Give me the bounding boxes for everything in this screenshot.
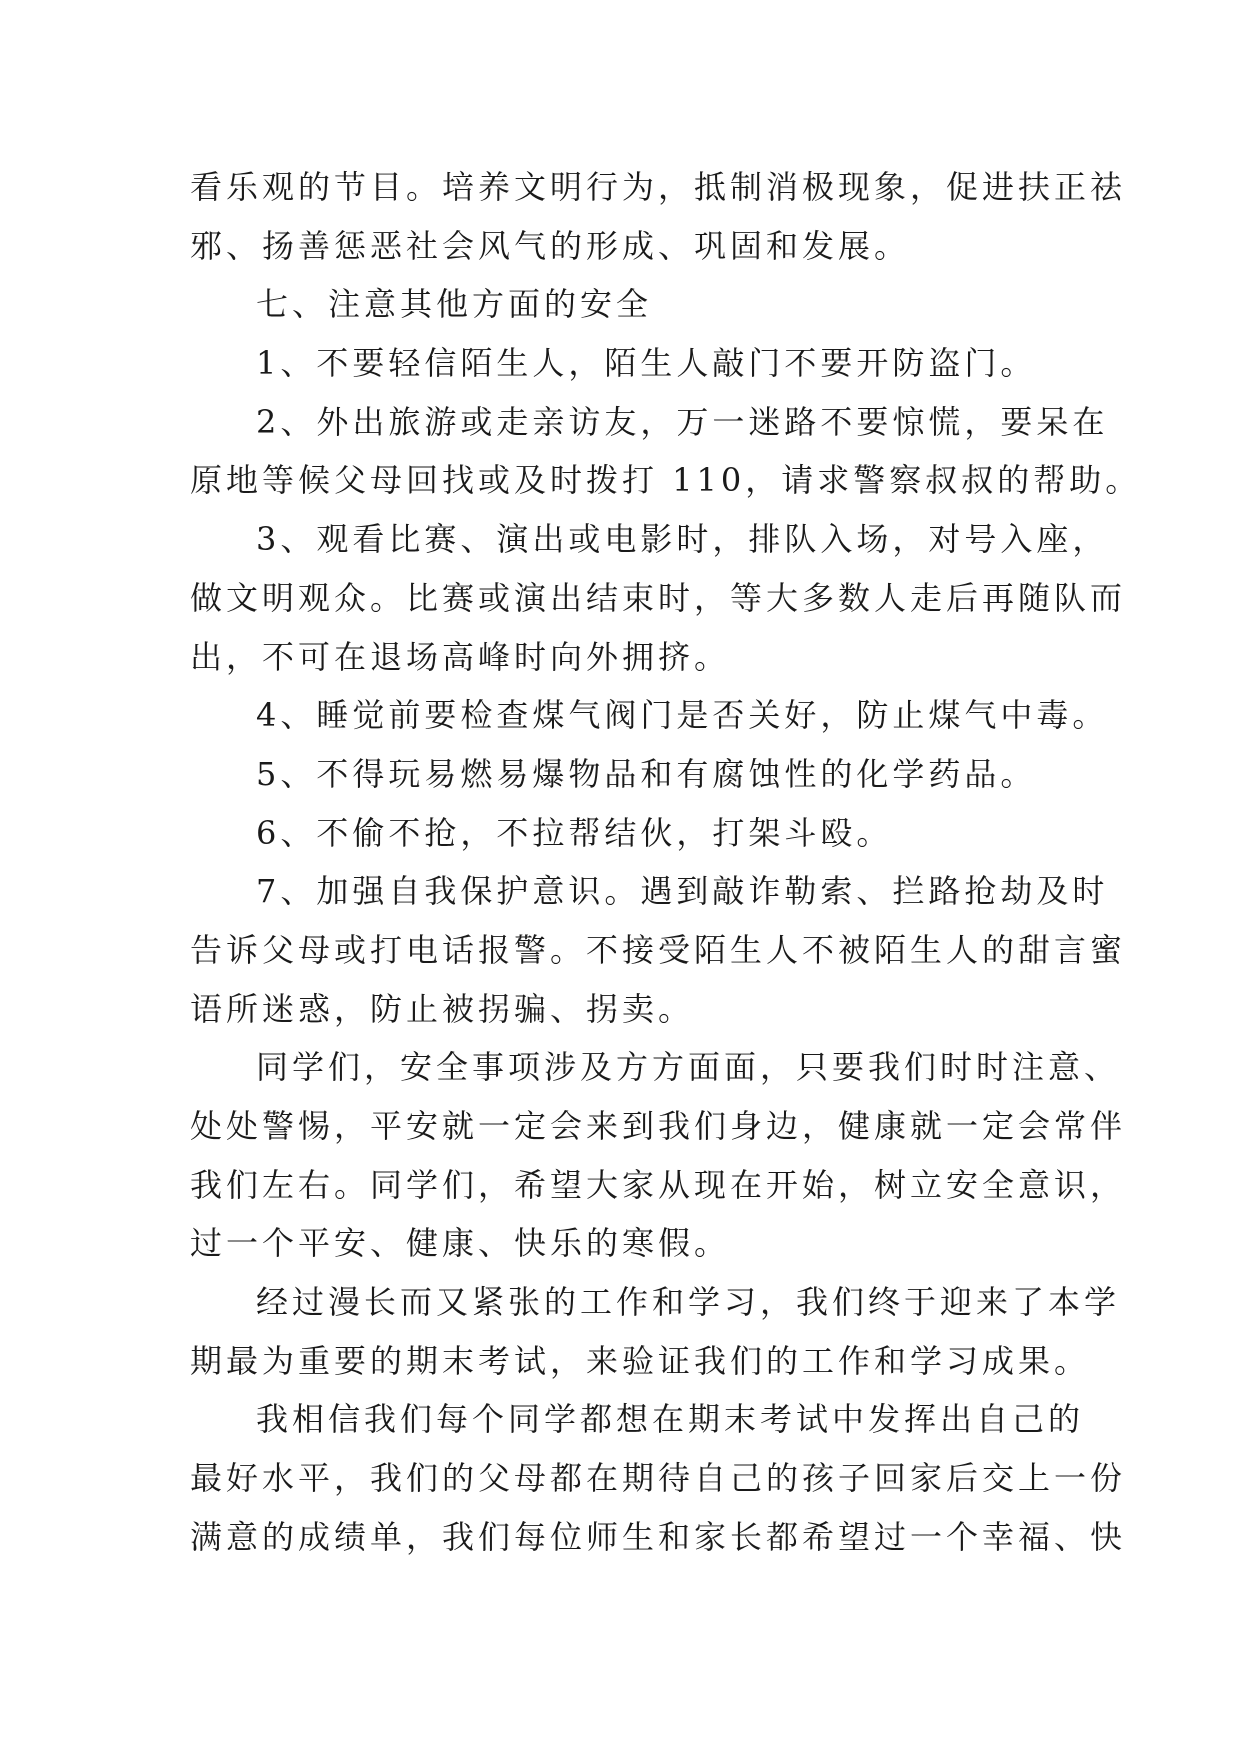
document-body — [190, 158, 1142, 1567]
text-line: 原地等候父母回找或及时拨打 110，请求警察叔叔的帮助。 — [190, 461, 1142, 500]
text-line: 我们左右。同学们，希望大家从现在开始，树立安全意识， — [190, 1165, 1127, 1204]
text-line: 3、观看比赛、演出或电影时，排队入场，对号入座， — [256, 520, 1109, 559]
text-line: 2、外出旅游或走亲访友，万一迷路不要惊慌，要呆在 — [256, 402, 1109, 441]
text-line: 邪、扬善惩恶社会风气的形成、巩固和发展。 — [190, 226, 911, 265]
text-line: 我相信我们每个同学都想在期末考试中发挥出自己的 — [256, 1400, 1085, 1439]
text-line: 期最为重要的期末考试，来验证我们的工作和学习成果。 — [190, 1341, 1091, 1380]
text-line: 语所迷惑，防止被拐骗、拐卖。 — [190, 989, 695, 1028]
text-line: 5、不得玩易燃易爆物品和有腐蚀性的化学药品。 — [256, 754, 1037, 793]
text-line: 4、睡觉前要检查煤气阀门是否关好，防止煤气中毒。 — [256, 696, 1109, 735]
text-line: 看乐观的节目。培养文明行为，抵制消极现象，促进扶正祛 — [190, 168, 1127, 206]
text-line: 同学们，安全事项涉及方方面面，只要我们时时注意、 — [256, 1048, 1121, 1087]
text-line: 满意的成绩单，我们每位师生和家长都希望过一个幸福、快 — [190, 1517, 1127, 1556]
text-line: 最好水平，我们的父母都在期待自己的孩子回家后交上一份 — [190, 1459, 1127, 1498]
text-line: 1、不要轻信陌生人，陌生人敲门不要开防盗门。 — [256, 344, 1037, 383]
text-line: 七、注意其他方面的安全 — [256, 285, 653, 324]
text-line: 做文明观众。比赛或演出结束时，等大多数人走后再随队而 — [190, 578, 1127, 617]
text-line: 过一个平安、健康、快乐的寒假。 — [190, 1224, 731, 1263]
text-line: 经过漫长而又紧张的工作和学习，我们终于迎来了本学 — [256, 1283, 1121, 1322]
text-line: 告诉父母或打电话报警。不接受陌生人不被陌生人的甜言蜜 — [190, 930, 1127, 969]
text-line: 6、不偷不抢，不拉帮结伙，打架斗殴。 — [256, 813, 893, 852]
text-line: 7、加强自我保护意识。遇到敲诈勒索、拦路抢劫及时 — [256, 872, 1109, 911]
text-line: 出，不可在退场高峰时向外拥挤。 — [190, 637, 731, 676]
text-line: 处处警惕，平安就一定会来到我们身边，健康就一定会常伴 — [190, 1107, 1127, 1145]
